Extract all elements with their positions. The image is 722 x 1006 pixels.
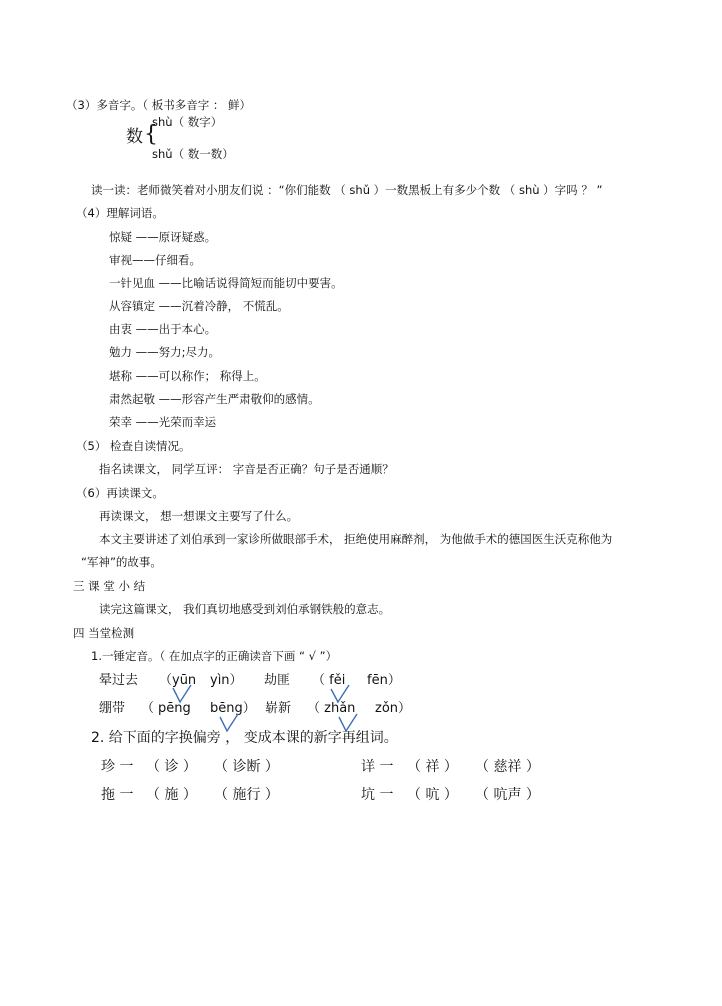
check-mark-icon: [170, 683, 194, 707]
pinyin-option: bēng）: [210, 701, 256, 716]
vocab-item: 荣幸 ——光荣而幸运: [109, 415, 217, 429]
grid-answer: （ 祥 ）: [407, 759, 458, 775]
vocab-item: 从容镇定 ——沉着冷静， 不慌乱。: [109, 299, 289, 313]
summary-text: 读完这篇课文， 我们真切地感受到刘伯承钢铁般的意志。: [99, 602, 391, 616]
pinyin-option: （ fěi: [312, 673, 346, 688]
pinyin-option: zǒn）: [375, 701, 412, 716]
vocab-item: 由衷 ——出于本心。: [109, 322, 217, 336]
read-along: 读一读：老师微笑着对小朋友们说 ：“你们能数 （ shǔ ）一数黑板上有多少个数 （ shù ）字吗 ？ ”: [91, 183, 603, 197]
vocab-heading: （4）理解词语。: [76, 206, 164, 220]
grid-word: （ 吭声 ）: [475, 787, 540, 803]
grid-answer: （ 吭 ）: [407, 787, 458, 803]
reading-shu3: shǔ（ 数一数）: [152, 147, 234, 161]
word-jiefei: 劫匪: [264, 673, 291, 688]
vocab-item: 惊疑 ——原讶疑惑。: [109, 230, 217, 244]
pinyin-option: fēn）: [367, 673, 401, 688]
word-yunguoqu: 晕过去: [99, 673, 139, 688]
grid-word: （ 施行 ）: [214, 787, 279, 803]
paren: （: [141, 701, 155, 716]
polyphone-heading: （3）多音字。（ 板书多音字 ： 鲜）: [66, 98, 252, 112]
vocab-item: 勉力 ——努力;尽力。: [109, 345, 221, 359]
grid-word: （ 慈祥 ）: [475, 759, 540, 775]
polyphone-char: 数: [126, 127, 143, 147]
grid-char: 拖 一: [101, 787, 134, 803]
pinyin-option: （yūn: [159, 673, 197, 688]
vocab-item: 审视——仔细看。: [109, 253, 201, 267]
reading-shu4: shù（ 数字）: [152, 115, 223, 129]
question-2: 2. 给下面的字换偏旁 ， 变成本课的新字再组词。: [91, 730, 398, 746]
vocab-item: 肃然起敬 ——形容产生严肃敬仰的感情。: [109, 392, 320, 406]
self-check-heading: （5） 检查自读情况。: [76, 439, 191, 453]
grid-answer: （ 诊 ）: [146, 759, 197, 775]
test-heading: 四 当堂检测: [73, 626, 135, 640]
brace-icon: {: [144, 122, 158, 147]
check-mark-icon: [328, 683, 352, 707]
self-check-text: 指名读课文， 同学互评： 字音是否正确？句子是否通顺？: [99, 462, 394, 476]
reread-line: 本文主要讲述了刘伯承到一家诊所做眼部手术， 拒绝使用麻醉剂， 为他做手术的德国医生沃克称他为: [99, 532, 613, 546]
grid-answer: （ 施 ）: [146, 787, 197, 803]
summary-heading: 三 课 堂 小 结: [73, 579, 146, 593]
reread-line: 再读课文， 想一想课文主要写了什么。: [99, 509, 299, 523]
pinyin-option: pēng: [158, 701, 191, 716]
pinyin-option: yìn）: [210, 673, 243, 688]
grid-char: 详 一: [361, 759, 394, 775]
pinyin-option: （ zhǎn: [307, 701, 356, 716]
vocab-item: 堪称 ——可以称作； 称得上。: [109, 369, 266, 383]
grid-char: 坑 一: [361, 787, 394, 803]
grid-word: （ 诊断 ）: [214, 759, 279, 775]
word-bengdai: 绷带: [99, 701, 126, 716]
word-zhanxin: 崭新: [265, 701, 292, 716]
reread-heading: （6）再读课文。: [76, 486, 164, 500]
question-1: 1.一锤定音。（ 在加点字的正确读音下画 “ √ ”）: [91, 649, 338, 663]
grid-char: 珍 一: [101, 759, 134, 775]
vocab-item: 一针见血 ——比喻话说得简短而能切中要害。: [109, 276, 343, 290]
reread-line: “军神”的故事。: [81, 555, 162, 569]
